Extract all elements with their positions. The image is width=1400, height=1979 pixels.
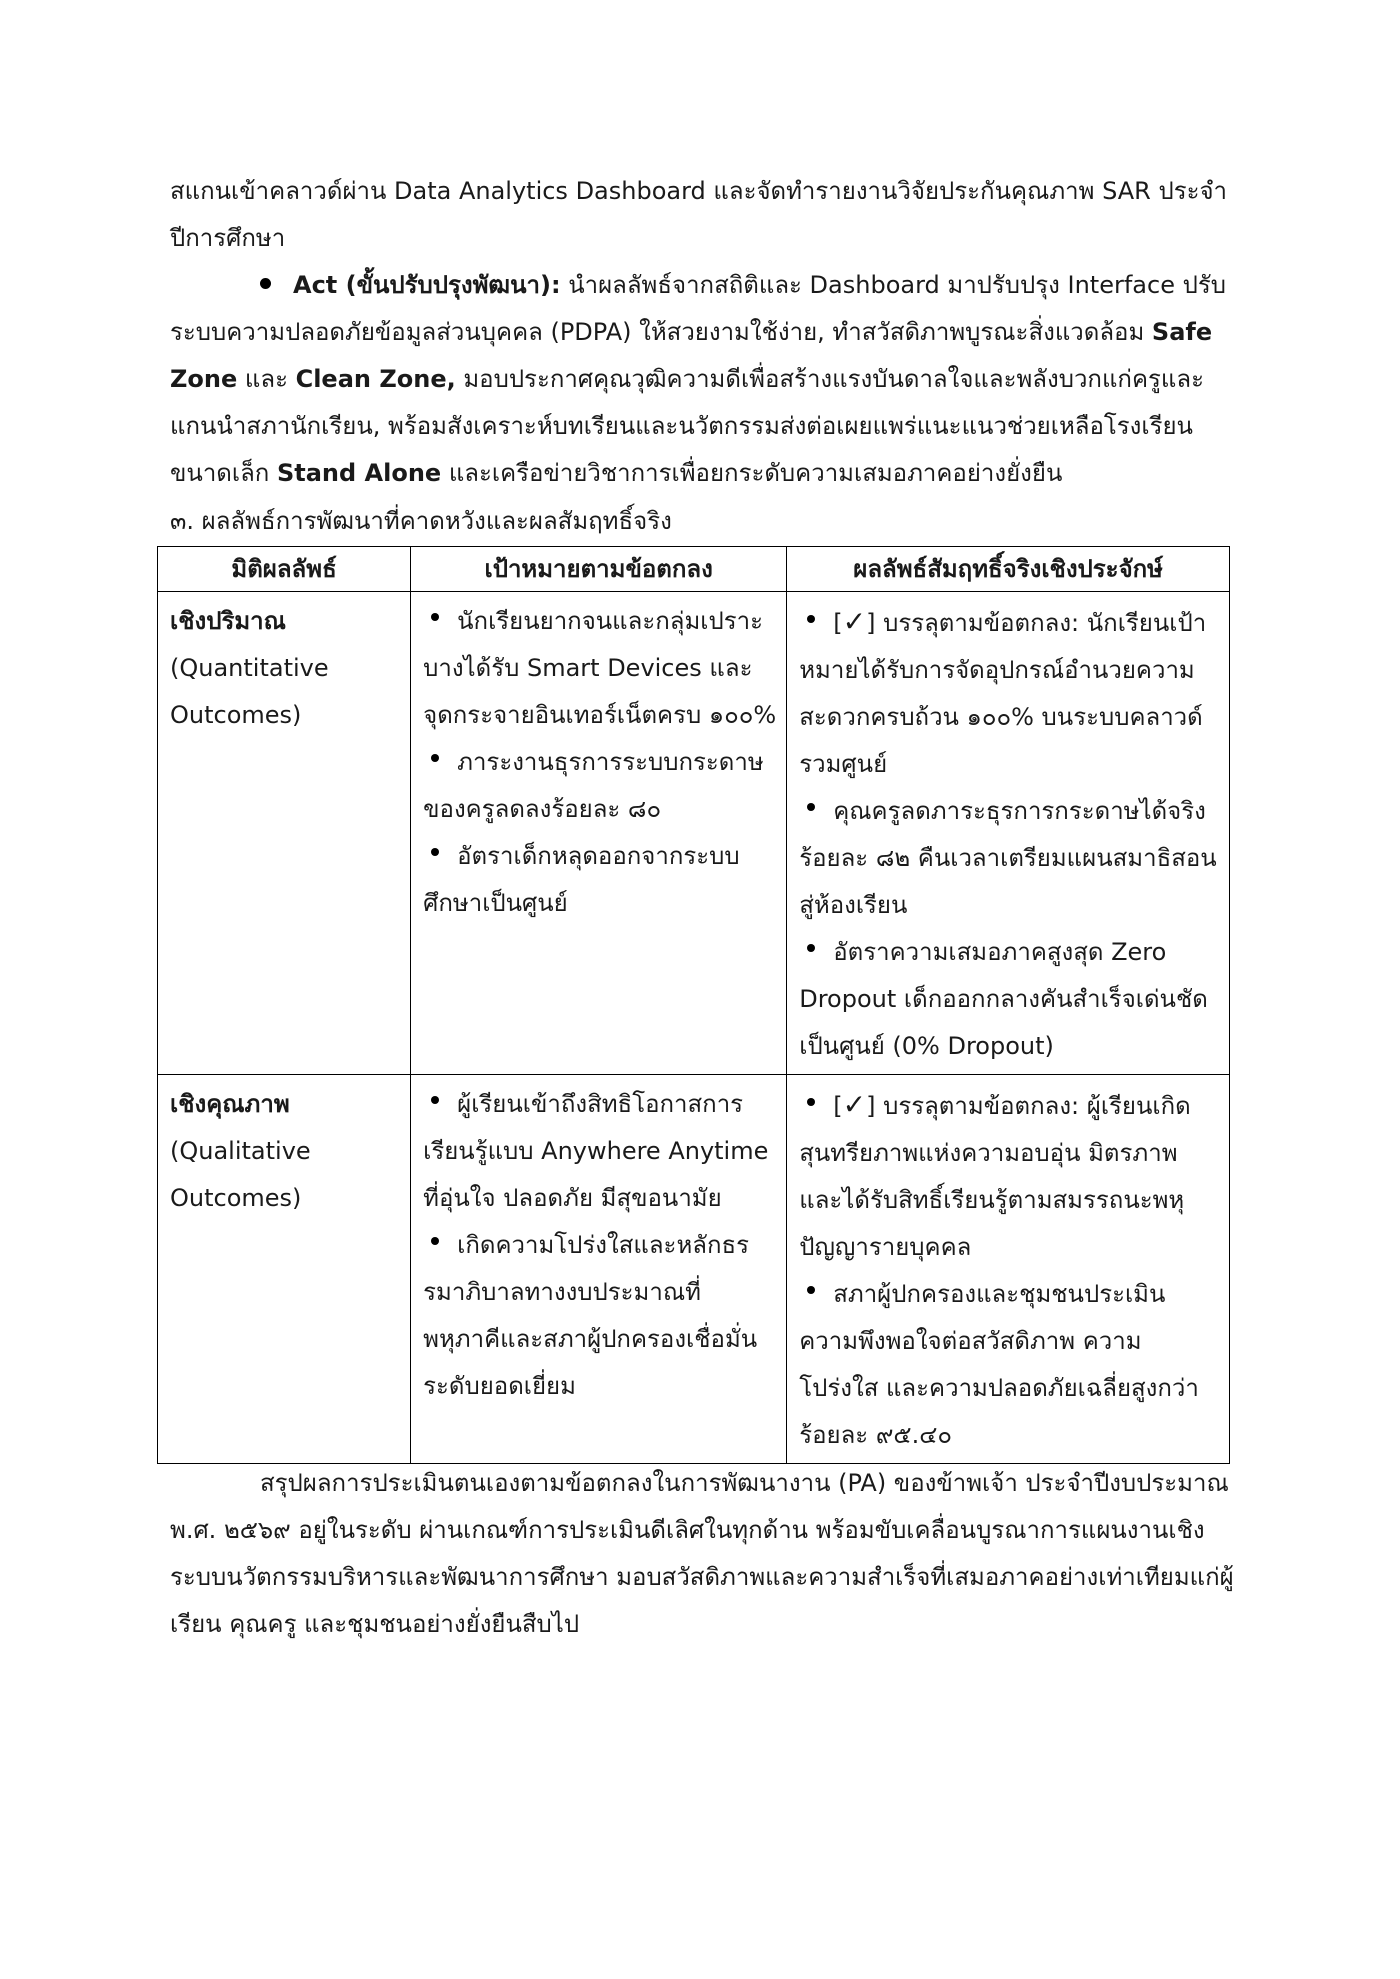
- list-item: [423, 739, 776, 833]
- result-cell: [787, 592, 1230, 1075]
- summary-paragraph: [170, 1460, 1240, 1648]
- table-header-row: [158, 547, 1230, 592]
- bullet-icon: [431, 1237, 439, 1245]
- result-text: อัตราความเสมอภาคสูงสุด Zero Dropout เด็กออกกลางคันสำเร็จเด่นชัดเป็นศูนย์ (0% Dropout): [799, 938, 1208, 1060]
- header-result: ผลลัพธ์สัมฤทธิ์จริงเชิงประจักษ์: [787, 547, 1230, 592]
- dimension-cell: [158, 1075, 411, 1464]
- safe-zone-text: Safe Zone: [170, 318, 1213, 393]
- act-text-4: และเครือข่ายวิชาการเพื่อยกระดับความเสมอภาคอย่างยั่งยืน: [441, 459, 1063, 487]
- table-row: [158, 1075, 1230, 1464]
- clean-zone-text: Clean Zone,: [295, 365, 456, 393]
- summary-text: สรุปผลการประเมินตนเองตามข้อตกลงในการพัฒนางาน (PA) ของข้าพเจ้า ประจำปีงบประมาณ พ.ศ. ๒๕๖๙ อยู่ในระดับ ผ่านเกณฑ์การประเมินดีเลิศในทุกด้าน พร้อมขับเคลื่อนบูรณาการแผนงานเชิงระบบนวัตกรรมบริหารและพัฒนาการศึกษา มอบสวัสดิภาพและความสำเร็จที่เสมอภาคอย่างเท่าเทียมแก่ผู้เรียน คุณครู และชุมชนอย่างยั่งยืนสืบไป: [170, 1469, 1234, 1638]
- bullet-icon: [260, 278, 271, 289]
- bullet-icon: [807, 615, 815, 623]
- target-text: อัตราเด็กหลุดออกจากระบบศึกษาเป็นศูนย์: [423, 842, 740, 917]
- result-text: คุณครูลดภาระธุรการกระดาษได้จริงร้อยละ ๘๒ คืนเวลาเตรียมแผนสมาธิสอนสู่ห้องเรียน: [799, 797, 1217, 919]
- list-item: [✓] บรรลุตามข้อตกลง: นักเรียนเป้าหมายได้รับการจัดอุปกรณ์อำนวยความสะดวกครบถ้วน ๑๐๐% บนระบบคลาวด์รวมศูนย์: [799, 605, 1207, 778]
- section-heading: ๓. ผลลัพธ์การพัฒนาที่คาดหวังและผลสัมฤทธิ์จริง: [170, 507, 672, 535]
- bullet-icon: [807, 1286, 815, 1294]
- target-cell: [411, 1075, 787, 1464]
- result-text: บรรลุตามข้อตกลง: นักเรียนเป้าหมายได้รับการจัดอุปกรณ์อำนวยความสะดวกครบถ้วน ๑๐๐% บนระบบคลาวด์รวมศูนย์: [799, 609, 1207, 778]
- outcomes-table: [157, 546, 1230, 1464]
- act-label: Act (ขั้นปรับปรุงพัฒนา):: [293, 271, 561, 299]
- dimension-english: (Qualitative Outcomes): [170, 1137, 311, 1212]
- dimension-name: เชิงปริมาณ: [170, 607, 286, 635]
- target-text: ผู้เรียนเข้าถึงสิทธิโอกาสการเรียนรู้แบบ Anywhere Anytime ที่อุ่นใจ ปลอดภัย มีสุขอนามัย: [423, 1090, 769, 1212]
- list-item: [423, 1222, 776, 1410]
- act-text-2: และ: [237, 365, 296, 393]
- target-text: นักเรียนยากจนและกลุ่มเปราะบางได้รับ Smart Devices และจุดกระจายอินเทอร์เน็ตครบ ๑๐๐%: [423, 607, 777, 729]
- bullet-icon: [431, 754, 439, 762]
- act-text-3: มอบประกาศคุณวุฒิความดีเพื่อสร้างแรงบันดาลใจและพลังบวกแก่ครูและแกนนำสภานักเรียน, พร้อมสังเคราะห์บทเรียนและนวัตกรรมส่งต่อเผยแพร่แนะแนวช่วยเหลือโรงเรียนขนาดเล็ก: [170, 365, 1204, 487]
- intro-paragraph: [170, 168, 1240, 262]
- intro-text: สแกนเข้าคลาวด์ผ่าน Data Analytics Dashboard และจัดทำรายงานวิจัยประกันคุณภาพ SAR ประจำปีการศึกษา: [170, 177, 1228, 252]
- header-dimension: มิติผลลัพธ์: [158, 547, 411, 592]
- dimension-cell: [158, 592, 411, 1075]
- list-item: [423, 598, 776, 739]
- bullet-icon: [431, 1096, 439, 1104]
- checkmark-icon: ✓: [842, 605, 867, 638]
- result-text: สภาผู้ปกครองและชุมชนประเมินความพึงพอใจต่อสวัสดิภาพ ความโปร่งใส และความปลอดภัยเฉลี่ยสูงกว่าร้อยละ ๙๕.๔๐: [799, 1280, 1199, 1449]
- list-item: [423, 1081, 776, 1222]
- list-item: [799, 788, 1219, 929]
- list-item: [799, 929, 1219, 1070]
- list-item: [799, 1271, 1219, 1459]
- bullet-icon: [431, 613, 439, 621]
- target-cell: [411, 592, 787, 1075]
- checkmark-icon: ✓: [842, 1088, 867, 1121]
- list-item: [423, 833, 776, 927]
- dimension-english: (Quantitative Outcomes): [170, 654, 329, 729]
- result-text: บรรลุตามข้อตกลง: ผู้เรียนเกิดสุนทรียภาพแห่งความอบอุ่น มิตรภาพ และได้รับสิทธิ์เรียนรู้ตามสมรรถนะพหุปัญญารายบุคคล: [799, 1092, 1191, 1261]
- dimension-name: เชิงคุณภาพ: [170, 1090, 290, 1118]
- stand-alone-text: Stand Alone: [276, 459, 442, 487]
- target-text: ภาระงานธุรการระบบกระดาษของครูลดลงร้อยละ ๘๐: [423, 748, 764, 823]
- bullet-icon: [807, 944, 815, 952]
- header-target: เป้าหมายตามข้อตกลง: [411, 547, 787, 592]
- act-text-1: นำผลลัพธ์จากสถิติและ Dashboard มาปรับปรุง Interface ปรับระบบความปลอดภัยข้อมูลส่วนบุคคล (PDPA) ให้สวยงามใช้ง่าย, ทำสวัสดิภาพบูรณะสิ่งแวดล้อม: [170, 271, 1226, 346]
- act-paragraph: [170, 262, 1240, 497]
- bullet-icon: [807, 1098, 815, 1106]
- bullet-icon: [807, 803, 815, 811]
- table-row: [158, 592, 1230, 1075]
- bullet-icon: [431, 848, 439, 856]
- result-cell: [787, 1075, 1230, 1464]
- target-text: เกิดความโปร่งใสและหลักธรรมาภิบาลทางงบประมาณที่พหุภาคีและสภาผู้ปกครองเชื่อมั่นระดับยอดเยี่ยม: [423, 1231, 758, 1400]
- list-item: [✓] บรรลุตามข้อตกลง: ผู้เรียนเกิดสุนทรียภาพแห่งความอบอุ่น มิตรภาพ และได้รับสิทธิ์เรียนรู้ตามสมรรถนะพหุปัญญารายบุคคล: [799, 1088, 1191, 1261]
